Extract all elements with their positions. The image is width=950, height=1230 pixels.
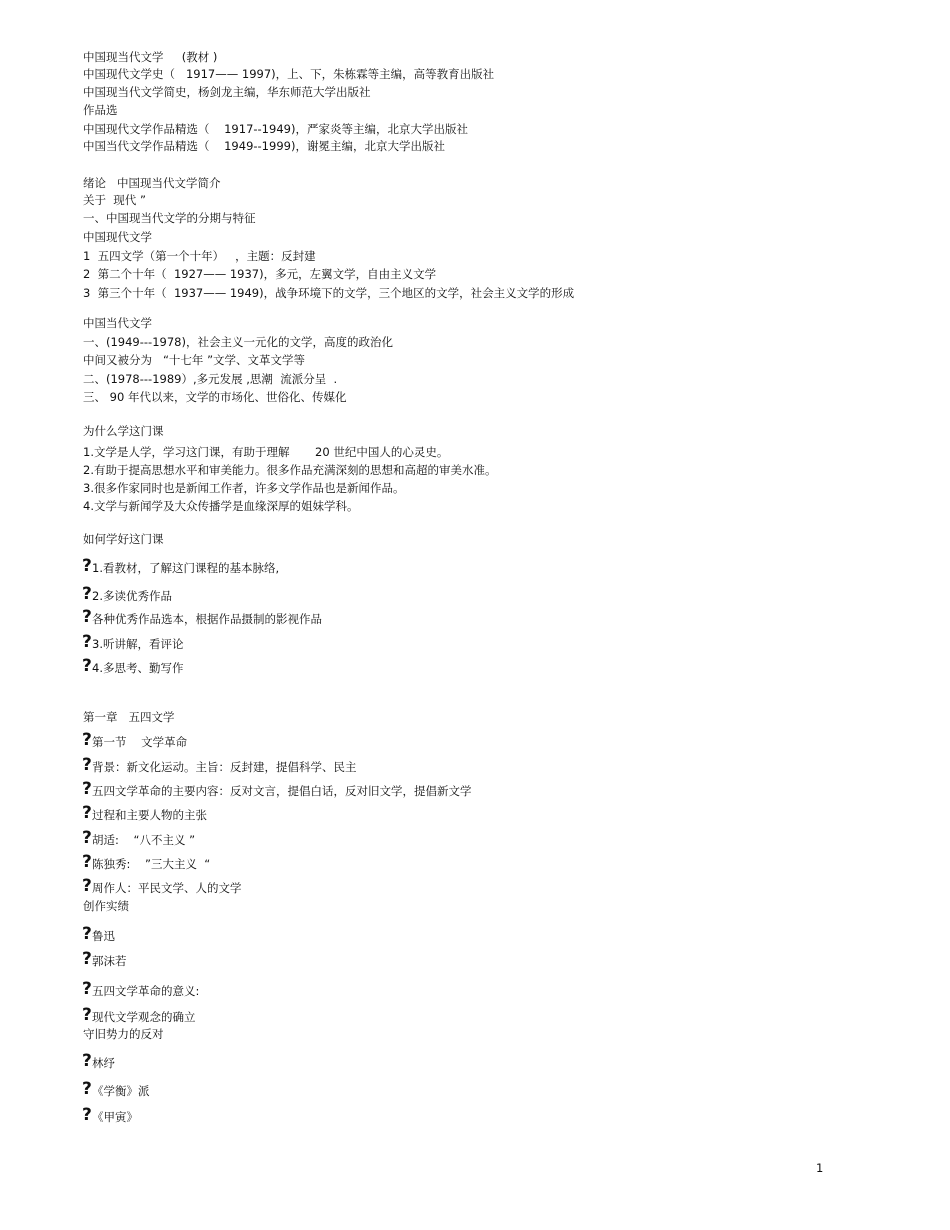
contemporary-line: 二、(1978---1989）,多元发展 ,思潮 流派分呈 . [83,372,338,386]
intro-line: 中国现代文学 [83,230,152,244]
bullet-icon: ? [82,1105,92,1125]
bullet-icon: ? [82,876,92,896]
chapter-item: 陈独秀: ”三大主义 “ [92,857,211,871]
chapter-item: 胡适: “八不主义 ” [92,833,196,847]
opposition-item: 林纾 [92,1056,115,1070]
creation-heading: 创作实绩 [83,899,129,913]
chapter-item: 第一节 文学革命 [92,735,188,749]
bullet-icon: ? [82,828,92,848]
intro-line: 1 五四文学（第一个十年） ，主题：反封建 [83,249,316,263]
bullet-icon: ? [82,607,92,627]
header-line: 中国现代文学史（ 1917—— 1997)，上、下，朱栋霖等主编，高等教育出版社 [83,67,495,81]
why-line: 4.文学与新闻学及大众传播学是血缘深厚的姐妹学科。 [83,499,359,513]
chapter-item: 五四文学革命的主要内容：反对文言，提倡白话，反对旧文学，提倡新文学 [92,784,472,798]
how-item: 1.看教材，了解这门课程的基本脉络, [92,561,280,575]
how-heading: 如何学好这门课 [83,532,164,546]
contemporary-line: 中间又被分为 “十七年 ”文学、文革文学等 [83,353,306,367]
creation-item: 郭沫若 [92,954,127,968]
intro-line: 关于 现代 ” [83,193,146,207]
bullet-icon: ? [82,656,92,676]
bullet-icon: ? [82,584,92,604]
why-line: 1.文学是人学，学习这门课，有助于理解 20 世纪中国人的心灵史。 [83,445,449,459]
how-item: 3.听讲解，看评论 [92,637,184,651]
bullet-icon: ? [82,949,92,969]
bullet-icon: ? [82,632,92,652]
how-item: 2.多读优秀作品 [92,589,172,603]
opposition-heading: 守旧势力的反对 [83,1027,164,1041]
header-line: 中国现当代文学简史，杨剑龙主编，华东师范大学出版社 [83,85,371,99]
creation-item: 现代文学观念的确立 [92,1010,196,1024]
bullet-icon: ? [82,924,92,944]
chapter-item: 背景：新文化运动。主旨：反封建，提倡科学、民主 [92,760,357,774]
header-line: 作品选 [83,103,118,117]
contemporary-line: 三、 90 年代以来，文学的市场化、世俗化、传媒化 [83,390,347,404]
why-heading: 为什么学这门课 [83,424,164,438]
how-item: 各种优秀作品选本，根据作品摄制的影视作品 [92,612,322,626]
bullet-icon: ? [82,779,92,799]
bullet-icon: ? [82,730,92,750]
intro-line: 一、中国现当代文学的分期与特征 [83,211,256,225]
bullet-icon: ? [82,1051,92,1071]
bullet-icon: ? [82,1005,92,1025]
contemporary-line: 一、(1949---1978)，社会主义一元化的文学，高度的政治化 [83,335,393,349]
bullet-icon: ? [82,556,92,576]
contemporary-heading: 中国当代文学 [83,316,152,330]
intro-line: 2 第二个十年（ 1927—— 1937)，多元，左翼文学，自由主义文学 [83,267,437,281]
chapter-item: 过程和主要人物的主张 [92,808,207,822]
intro-heading: 绪论 中国现当代文学简介 [83,176,221,190]
bullet-icon: ? [82,852,92,872]
intro-line: 3 第三个十年（ 1937—— 1949)，战争环境下的文学，三个地区的文学，社会主义文学的形成 [83,286,575,300]
opposition-item: 《学衡》派 [92,1084,150,1098]
header-line: 中国现代文学作品精选（ 1917--1949)，严家炎等主编，北京大学出版社 [83,122,468,136]
chapter-title: 第一章 五四文学 [83,710,175,724]
creation-item: 五四文学革命的意义: [92,984,200,998]
header-line: 中国现当代文学 (教材 ) [83,50,218,64]
why-line: 2.有助于提高思想水平和审美能力。很多作品充满深刻的思想和高超的审美水准。 [83,463,497,477]
why-line: 3.很多作家同时也是新闻工作者，许多文学作品也是新闻作品。 [83,481,405,495]
bullet-icon: ? [82,803,92,823]
how-item: 4.多思考、勤写作 [92,661,184,675]
page-number: 1 [816,1161,824,1175]
chapter-item: 周作人：平民文学、人的文学 [92,881,242,895]
bullet-icon: ? [82,979,92,999]
bullet-icon: ? [82,1079,92,1099]
bullet-icon: ? [82,755,92,775]
header-line: 中国当代文学作品精选（ 1949--1999)，谢冕主编，北京大学出版社 [83,139,445,153]
creation-item: 鲁迅 [92,929,115,943]
opposition-item: 《甲寅》 [92,1110,138,1124]
